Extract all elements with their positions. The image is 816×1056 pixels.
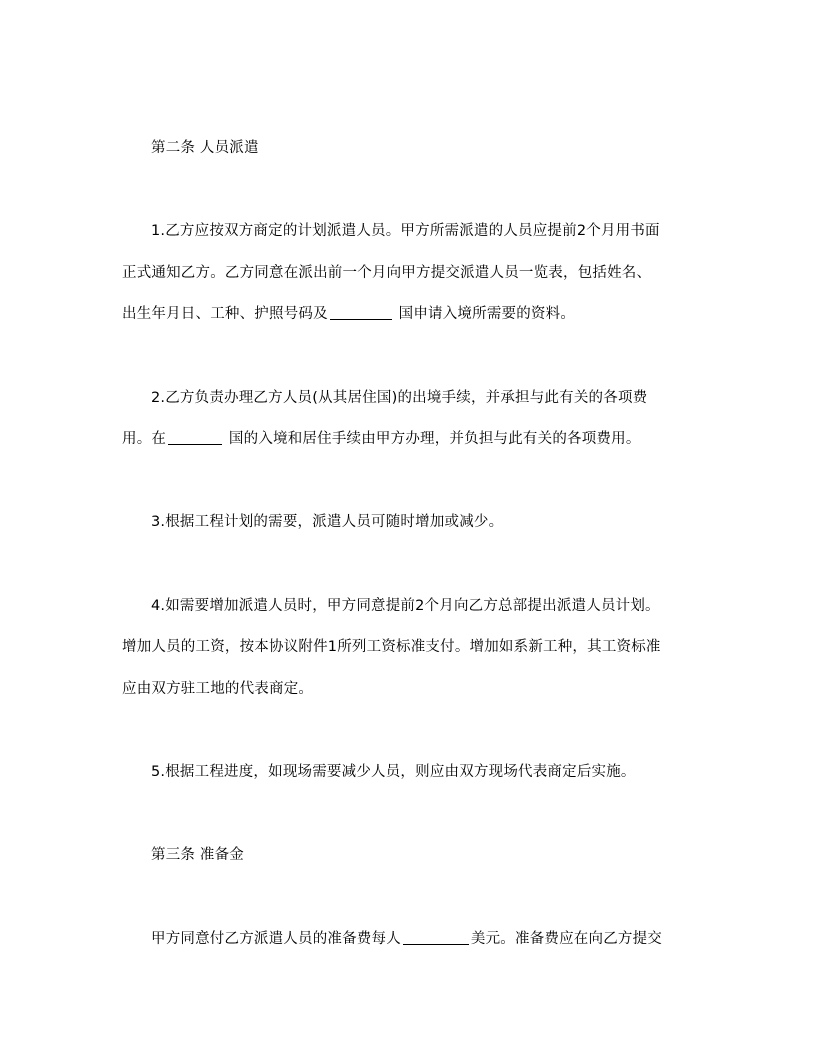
paragraph-1-line-1: 1.乙方应按双方商定的计划派遣人员。甲方所需派遣的人员应提前2个月用书面 — [151, 223, 660, 239]
paragraph-2-line-2 — [122, 429, 641, 449]
fill-in-blank-country-2 — [168, 429, 222, 445]
paragraph-2-line-1: 2.乙方负责办理乙方人员(从其居住国)的出境手续，并承担与此有关的各项费 — [151, 390, 648, 406]
paragraph-1-line-3-text-after: 国申请入境所需要的资料。 — [393, 306, 576, 322]
paragraph-4-line-1: 4.如需要增加派遣人员时，甲方同意提前2个月向乙方总部提出派遣人员计划。 — [151, 598, 660, 614]
article-2-title: 第二条 人员派遣 — [151, 140, 259, 156]
paragraph-1-line-3 — [122, 304, 575, 324]
paragraph-5-line-1: 5.根据工程进度，如现场需要减少人员，则应由双方现场代表商定后实施。 — [151, 764, 636, 780]
paragraph-1-line-2: 正式通知乙方。乙方同意在派出前一个月向甲方提交派遣人员一览表，包括姓名、 — [122, 265, 652, 281]
article-3-paragraph-1-line-1 — [151, 929, 662, 949]
paragraph-2-line-2-text-before: 用。在 — [122, 431, 167, 447]
fill-in-blank-amount — [403, 929, 469, 945]
article-3-line-1-text-before: 甲方同意付乙方派遣人员的准备费每人 — [151, 931, 401, 947]
paragraph-3-line-1: 3.根据工程计划的需要，派遣人员可随时增加或减少。 — [151, 514, 504, 530]
fill-in-blank-country — [330, 304, 392, 320]
paragraph-2-line-2-text-after: 国的入境和居住手续由甲方办理，并负担与此有关的各项费用。 — [224, 431, 641, 447]
paragraph-4-line-3: 应由双方驻工地的代表商定。 — [122, 681, 314, 697]
paragraph-1-line-3-text-before: 出生年月日、工种、护照号码及 — [122, 306, 328, 322]
article-3-line-1-text-after: 美元。准备费应在向乙方提交 — [470, 931, 663, 947]
article-3-title: 第三条 准备金 — [151, 847, 245, 863]
paragraph-4-line-2: 增加人员的工资，按本协议附件1所列工资标准支付。增加如系新工种，其工资标准 — [122, 639, 661, 655]
